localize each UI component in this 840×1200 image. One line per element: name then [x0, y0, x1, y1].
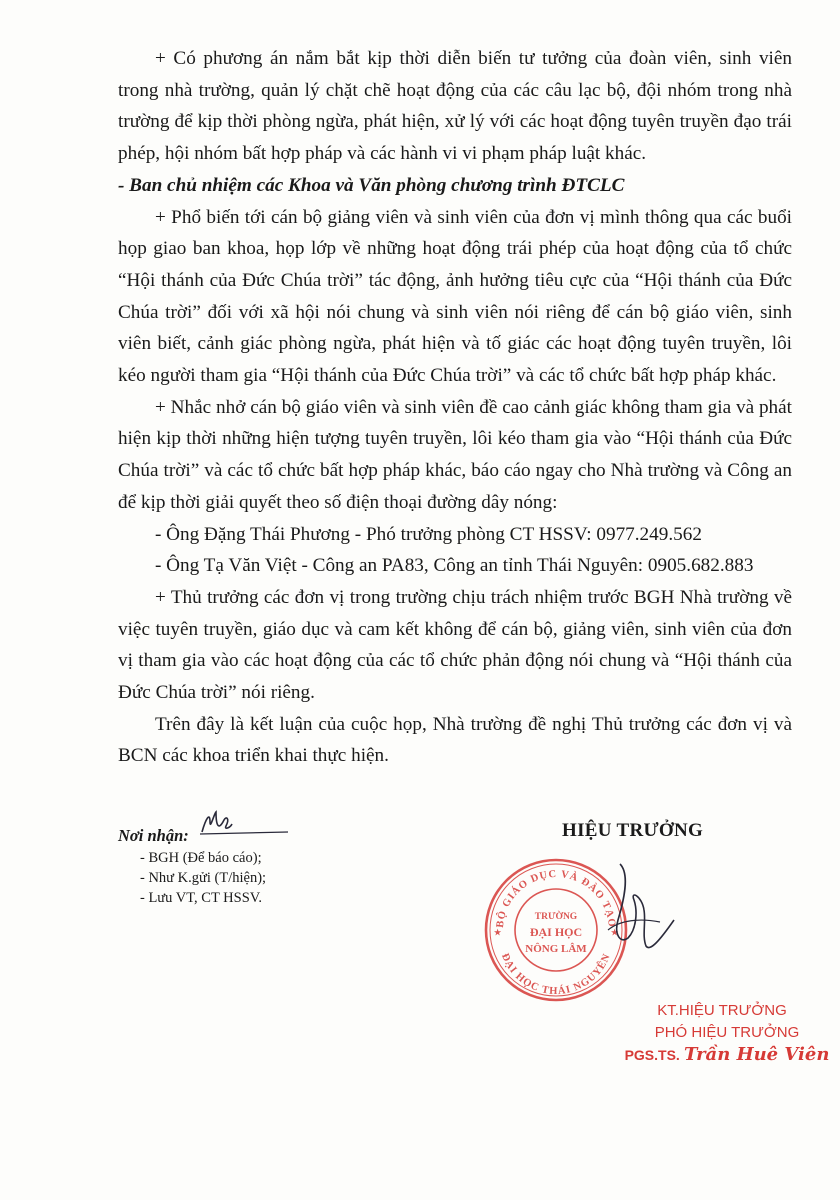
svg-text:NÔNG LÂM: NÔNG LÂM	[525, 943, 587, 955]
handwritten-signature-icon	[590, 860, 680, 960]
paragraph-disseminate: + Phổ biến tới cán bộ giảng viên và sinh viên của đơn vị mình thông qua các buổi họp giao ban khoa, họp lớp về những hoạt động trái phép của hoạt động của tổ chức “Hội thánh của Đức Chúa trời” tác động, ảnh hưởng tiêu cực của “Hội thánh của Đức Chúa trời” đối với xã hội nói chung và sinh viên nói riêng để cán bộ giáo viên, sinh viên biết, cảnh giác phòng ngừa, phát hiện và tố giác các hoạt động tuyên truyền, lôi kéo người tham gia “Hội thánh của Đức Chúa trời” và các tổ chức bất hợp pháp khác.	[118, 206, 792, 387]
svg-text:★: ★	[494, 928, 502, 937]
svg-text:ĐẠI HỌC: ĐẠI HỌC	[529, 925, 583, 939]
hotline-contact-2: - Ông Tạ Văn Việt - Công an PA83, Công an tỉnh Thái Nguyên: 0905.682.883	[155, 555, 754, 577]
paragraph-unit-responsibility: + Thủ trưởng các đơn vị trong trường chịu trách nhiệm trước BGH Nhà trường về việc tuyên truyền, giáo dục và cam kết không để cán bộ, giảng viên, sinh viên của đơn vị tham gia vào các hoạt động của các tổ chức phản động nói chung và “Hội thánh của Đức Chúa trời” nói riêng.	[118, 586, 792, 704]
document-body	[118, 43, 792, 772]
signer-degree: PGS.TS.	[624, 1047, 680, 1063]
initial-mark-icon	[196, 808, 291, 840]
paragraph-remind-vigilance: + Nhắc nhở cán bộ giáo viên và sinh viên đề cao cảnh giác không tham gia và phát hiện kịp thời những hiện tượng tuyên truyền, lôi kéo tham gia vào “Hội thánh của Đức Chúa trời” và các tổ chức bất hợp pháp khác, báo cáo ngay cho Nhà trường và Công an để kịp thời giải quyết theo số điện thoại đường dây nóng:	[118, 396, 792, 513]
recipient-item: - BGH (Để báo cáo);	[140, 850, 262, 866]
svg-text:ĐẠI HỌC THÁI NGUYÊN: ĐẠI HỌC THÁI NGUYÊN	[498, 951, 614, 998]
svg-text:BỘ GIÁO DỤC VÀ ĐÀO TẠO: BỘ GIÁO DỤC VÀ ĐÀO TẠO	[494, 868, 618, 929]
recipients-list	[118, 848, 418, 908]
section-heading-faculties: - Ban chủ nhiệm các Khoa và Văn phòng chương trình ĐTCLC	[118, 174, 625, 196]
signature-block	[622, 1000, 832, 1067]
recipients-label: Nơi nhận:	[118, 826, 189, 845]
paragraph-conclusion: Trên đây là kết luận của cuộc họp, Nhà trường đề nghị Thủ trưởng các đơn vị và BCN các khoa triển khai thực hiện.	[118, 713, 792, 767]
recipient-item: - Lưu VT, CT HSSV.	[140, 890, 263, 906]
hotline-contact-1: - Ông Đặng Thái Phương - Phó trưởng phòng CT HSSV: 0977.249.562	[155, 523, 702, 545]
svg-text:TRƯỜNG: TRƯỜNG	[534, 912, 578, 922]
svg-text:★: ★	[611, 928, 619, 937]
recipient-item: - Như K.gửi (T/hiện);	[140, 870, 267, 886]
signature-line-kt: KT.HIỆU TRƯỞNG	[657, 1002, 787, 1019]
signer-name	[622, 1044, 832, 1067]
signature-line-vice: PHÓ HIỆU TRƯỞNG	[654, 1024, 800, 1041]
paragraph-monitor-students: + Có phương án nắm bắt kịp thời diễn biến tư tưởng của đoàn viên, sinh viên trong nhà trường, quản lý chặt chẽ hoạt động của các câu lạc bộ, đội nhóm trong nhà trường để kịp thời phòng ngừa, phát hiện, xử lý với các hoạt động tuyên truyền đạo trái phép, hội nhóm bất hợp pháp và các hành vi vi phạm pháp luật khác.	[118, 48, 792, 165]
signer-fullname: Trần Huê Viên	[683, 1044, 830, 1065]
signature-title: HIỆU TRƯỞNG	[562, 820, 704, 841]
